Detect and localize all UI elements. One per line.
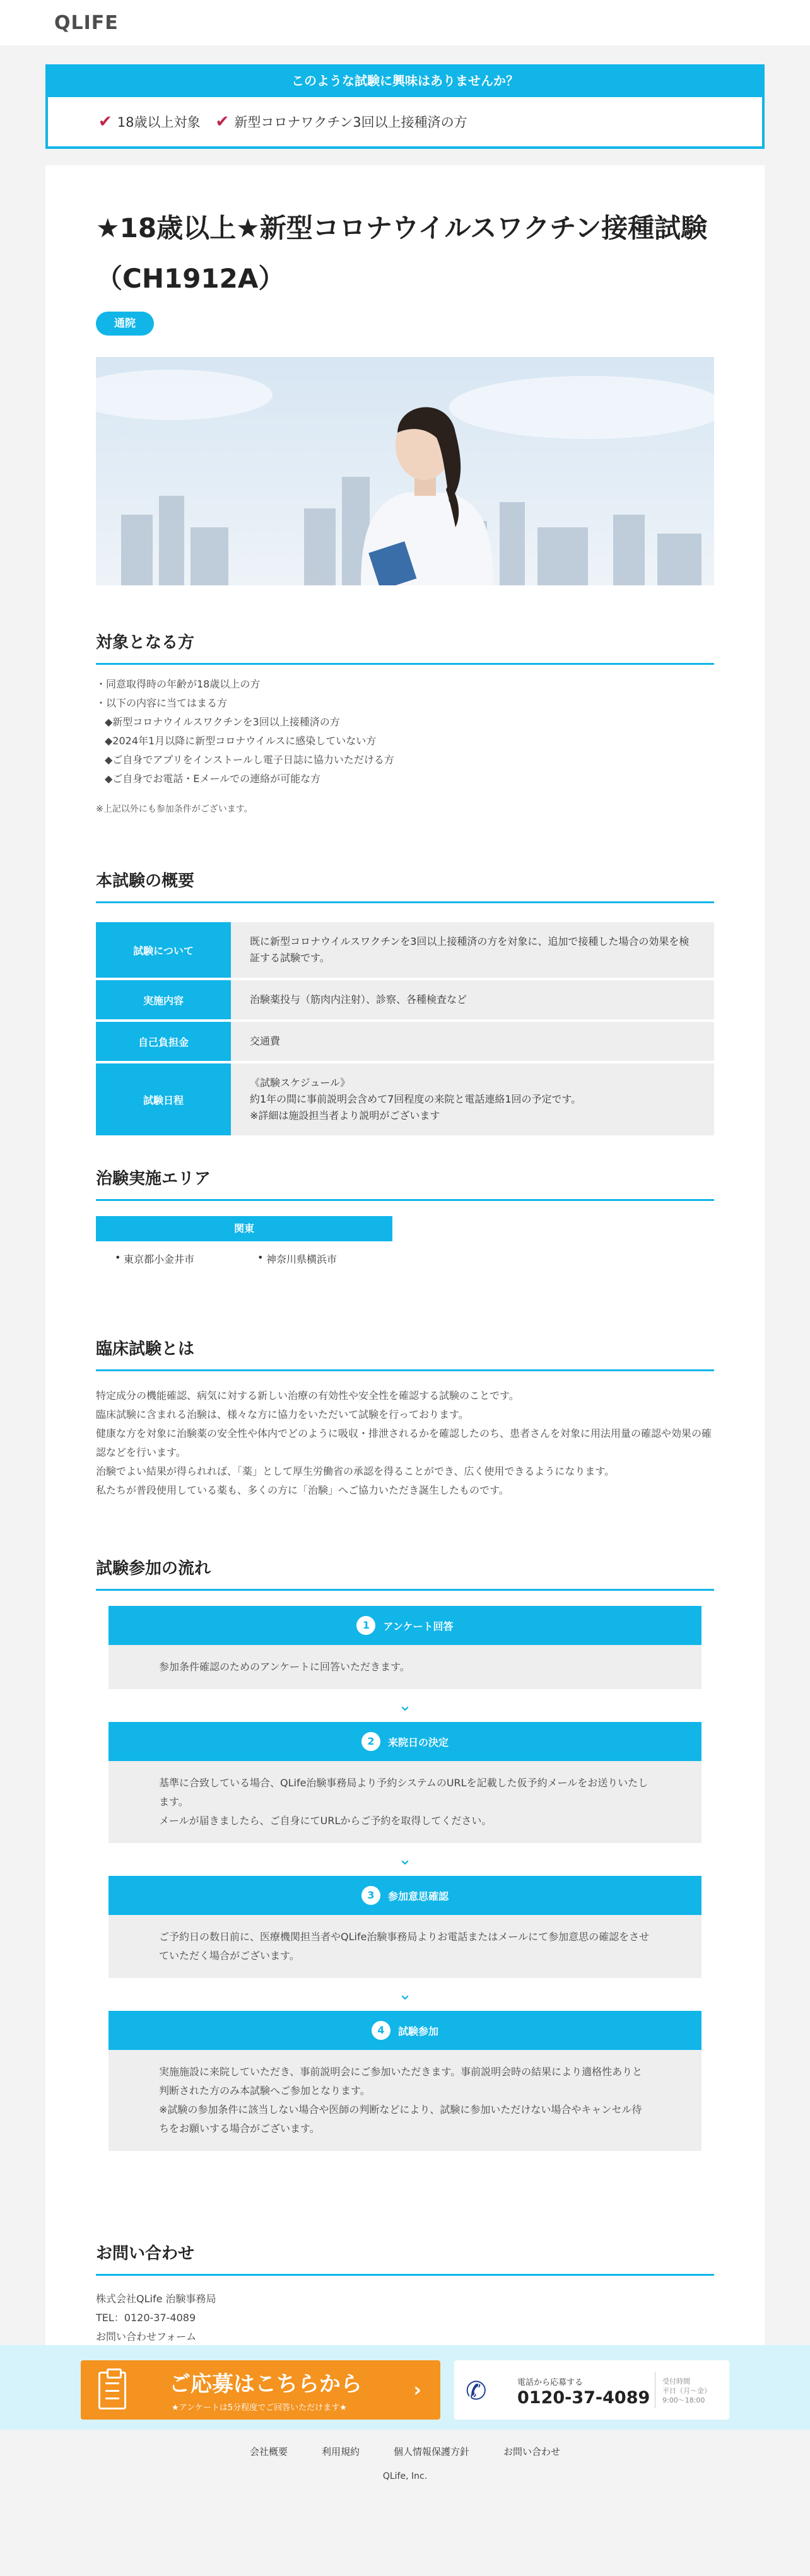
step-number: 2: [361, 1732, 380, 1751]
step-title: 試験参加: [397, 2025, 438, 2037]
target-heading: 対象となる方: [96, 629, 714, 665]
phone-number: 0120-37-4089: [517, 2388, 650, 2408]
hours-time: 9:00〜18:00: [662, 2396, 705, 2404]
apply-button[interactable]: [81, 2360, 440, 2420]
row-value: 《試験スケジュール》 約1年の間に事前説明会含めて7回程度の来院と電話連絡1回の予定です。 ※詳細は施設担当者より説明がございます: [231, 1063, 714, 1135]
step-body: ご予約日の数日前に、医療機関担当者やQLife治験事務局よりお電話またはメールにて参加意思の確認をさせ ていただく場合がございます。: [109, 1915, 701, 1978]
step-title: アンケート回答: [383, 1620, 454, 1632]
check-icon: ✔: [98, 112, 112, 131]
flow-step: [109, 1606, 701, 1689]
step-number: 3: [361, 1886, 380, 1905]
chevron-down-icon: ⌄: [398, 1850, 412, 1869]
phone-label: 電話から応募する: [517, 2378, 584, 2387]
step-title: 参加意思確認: [387, 1890, 449, 1902]
clipboard-icon: [98, 2372, 126, 2409]
trial-detail-card: [45, 165, 765, 2348]
area-heading: 治験実施エリア: [96, 1166, 714, 1201]
table-row: [96, 922, 714, 978]
table-row: [96, 1022, 714, 1061]
flow-step: [109, 1876, 701, 1978]
step-header: [109, 2011, 701, 2050]
target-subitem: ◆新型コロナウイルスワクチンを3回以上接種済の方: [105, 716, 340, 728]
visit-type-badge: 通院: [96, 312, 154, 336]
target-item: ・以下の内容に当てはまる方: [96, 697, 228, 709]
check-icon: ✔: [215, 112, 230, 131]
contact-form-link[interactable]: お問い合わせフォーム: [96, 2331, 197, 2343]
about-line: 治験でよい結果が得られれば、「薬」として厚生労働省の承認を得ることができ、広く使用できるようになります。: [96, 1465, 615, 1477]
row-label: 自己負担金: [96, 1022, 231, 1061]
about-text: [96, 1386, 714, 1500]
step-header: [109, 1722, 701, 1761]
about-line: 特定成分の機能確認、病気に対する新しい治療の有効性や安全性を確認する試験のことです。: [96, 1390, 519, 1402]
chevron-down-icon: ⌄: [398, 1985, 412, 2004]
overview-table: [96, 920, 714, 1138]
area-item: • 神奈川県横浜市: [238, 1251, 381, 1266]
apply-button-label: ご応募はこちらから: [169, 2372, 362, 2397]
about-line: 認などを行います。: [96, 1446, 186, 1458]
chevron-right-icon: ›: [413, 2379, 421, 2401]
phone-apply-button[interactable]: [454, 2360, 729, 2420]
target-item: ・同意取得時の年齢が18歳以上の方: [96, 678, 261, 690]
area-item: • 東京都小金井市: [96, 1251, 238, 1266]
target-subitem: ◆ご自身でお電話・Eメールでの連絡が可能な方: [105, 773, 321, 785]
target-list: [96, 675, 714, 788]
copyright: QLife, Inc.: [382, 2471, 428, 2481]
row-value: 既に新型コロナウイルスワクチンを3回以上接種済の方を対象に、追加で接種した場合の効果を検証する試験です。: [231, 922, 714, 978]
condition-label: 新型コロナワクチン3回以上接種済の方: [234, 115, 467, 130]
row-value: 交通費: [231, 1022, 714, 1061]
row-label: 試験日程: [96, 1063, 231, 1135]
table-row: [96, 1063, 714, 1135]
step-body: 基準に合致している場合、QLife治験事務局より予約システムのURLを記載した仮予約メールをお送りいたし ます。 メールが届きましたら、ご自身にてURLからご予約を取得してください。: [109, 1761, 701, 1843]
step-header: [109, 1606, 701, 1645]
apply-button-sub: ★アンケートは5分程度でご回答いただけます★: [172, 2403, 347, 2413]
qlife-logo[interactable]: QLIFE: [54, 11, 119, 34]
phone-icon: ✆: [466, 2377, 487, 2406]
trial-title-line2: （CH1912A）: [96, 263, 285, 294]
interest-banner: [45, 64, 765, 149]
contact-info: [96, 2290, 714, 2346]
target-subitem: ◆2024年1月以降に新型コロナウイルスに感染していない方: [105, 735, 377, 747]
chevron-down-icon: ⌄: [398, 1696, 412, 1715]
step-body: 実施施設に来院していただき、事前説明会にご参加いただきます。事前説明会時の結果により適格性ありと 判断された方のみ本試験へご参加となります。 ※試験の参加条件に該当しない場合や医師の判断などにより、試験に参加いただけない場合やキャンセル待 ちをお願いする場合がございます。: [109, 2050, 701, 2151]
step-number: 4: [372, 2021, 390, 2040]
interest-heading: このような試験に興味はありませんか？: [48, 67, 762, 97]
hero-image: [96, 357, 714, 585]
target-note: ※上記以外にも参加条件がございます。: [96, 804, 253, 814]
flow-step: [109, 1722, 701, 1843]
area-list: [96, 1251, 714, 1266]
contact-company: 株式会社QLife 治験事務局: [96, 2293, 216, 2305]
hours-days: 平日（月〜金）: [662, 2387, 711, 2395]
flow-heading: 試験参加の流れ: [96, 1555, 714, 1591]
region-label: 関東: [96, 1216, 392, 1241]
about-line: 私たちが普段使用している薬も、多くの方に「治験」へご協力いただき誕生したものです。: [96, 1484, 509, 1496]
row-label: 試験について: [96, 922, 231, 978]
about-heading: 臨床試験とは: [96, 1336, 714, 1371]
overview-heading: 本試験の概要: [96, 868, 714, 903]
footer-link-contact[interactable]: お問い合わせ: [503, 2446, 561, 2457]
trial-title-line1: ★18歳以上★新型コロナウイルスワクチン接種試験: [96, 213, 708, 243]
footer-links: [0, 2445, 810, 2458]
flow-steps: [109, 1606, 701, 2151]
table-row: [96, 980, 714, 1019]
row-label: 実施内容: [96, 980, 231, 1019]
row-value: 治験薬投与（筋肉内注射）、診察、各種検査など: [231, 980, 714, 1019]
about-line: 臨床試験に含まれる治験は、様々な方に協力をいただいて試験を行っております。: [96, 1408, 469, 1420]
footer-link-privacy[interactable]: 個人情報保護方針: [394, 2446, 470, 2457]
footer-link-terms[interactable]: 利用規約: [321, 2446, 360, 2457]
contact-heading: お問い合わせ: [96, 2240, 714, 2276]
footer-link-company[interactable]: 会社概要: [249, 2446, 288, 2457]
step-header: [109, 1876, 701, 1915]
flow-step: [109, 2011, 701, 2151]
overview-table-wrap: [96, 920, 714, 1138]
condition-item: [98, 112, 201, 131]
hours-title: 受付時間: [662, 2377, 690, 2386]
step-number: 1: [356, 1616, 375, 1635]
condition-label: 18歳以上対象: [117, 115, 201, 130]
about-line: 健康な方を対象に治験薬の安全性や体内でどのように吸収・排泄されるかを確認したのち、患者さんを対象に用法用量の確認や効果の確: [96, 1427, 712, 1439]
step-title: 来院日の決定: [387, 1736, 449, 1748]
top-bar: [0, 0, 810, 45]
contact-tel: TEL：0120-37-4089: [96, 2312, 196, 2324]
business-hours: [662, 2377, 711, 2405]
step-body: 参加条件確認のためのアンケートに回答いただきます。: [109, 1645, 701, 1689]
interest-conditions: [48, 97, 762, 146]
cta-band: [0, 2345, 810, 2430]
target-subitem: ◆ご自身でアプリをインストールし電子日誌に協力いただける方: [105, 754, 394, 766]
condition-item: [216, 112, 467, 131]
trial-title: [96, 203, 714, 304]
